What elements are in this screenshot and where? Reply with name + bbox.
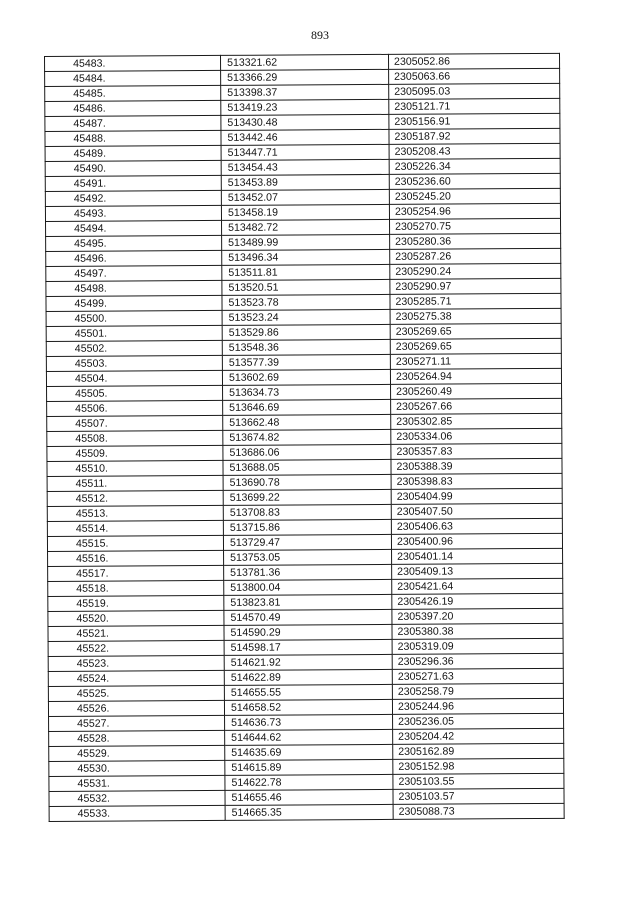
point-index-cell: 45525. [48,685,224,701]
y-coordinate-cell: 2305156.91 [389,113,560,129]
point-index-cell: 45530. [49,760,225,776]
x-coordinate-cell: 513366.29 [221,69,389,85]
y-coordinate-cell: 2305280.36 [390,233,561,249]
y-coordinate-cell: 2305319.09 [392,638,563,654]
y-coordinate-cell: 2305162.89 [393,743,564,759]
y-coordinate-cell: 2305271.63 [392,668,563,684]
y-coordinate-cell: 2305406.63 [391,518,562,534]
x-coordinate-cell: 513602.69 [222,369,390,385]
y-coordinate-cell: 2305063.66 [389,68,560,84]
x-coordinate-cell: 513529.86 [222,324,390,340]
x-coordinate-cell: 513523.24 [222,309,390,325]
x-coordinate-cell: 513489.99 [222,234,390,250]
y-coordinate-cell: 2305290.24 [390,263,561,279]
point-index-cell: 45488. [45,130,221,146]
y-coordinate-cell: 2305269.65 [390,323,561,339]
point-index-cell: 45519. [48,595,224,611]
y-coordinate-cell: 2305088.73 [393,803,564,819]
x-coordinate-cell: 514665.35 [225,804,393,820]
x-coordinate-cell: 513452.07 [221,189,389,205]
point-index-cell: 45514. [47,520,223,536]
x-coordinate-cell: 513800.04 [224,579,392,595]
y-coordinate-cell: 2305400.96 [391,533,562,549]
y-coordinate-cell: 2305236.60 [389,173,560,189]
y-coordinate-cell: 2305052.86 [388,53,559,69]
x-coordinate-cell: 513634.73 [223,384,391,400]
x-coordinate-cell: 513708.83 [223,504,391,520]
point-index-cell: 45493. [45,205,221,221]
x-coordinate-cell: 514655.55 [224,684,392,700]
y-coordinate-cell: 2305270.75 [390,218,561,234]
y-coordinate-cell: 2305287.26 [390,248,561,264]
y-coordinate-cell: 2305397.20 [392,608,563,624]
point-index-cell: 45495. [46,235,222,251]
point-index-cell: 45522. [48,640,224,656]
y-coordinate-cell: 2305204.42 [393,728,564,744]
x-coordinate-cell: 513699.22 [223,489,391,505]
x-coordinate-cell: 513419.23 [221,99,389,115]
x-coordinate-cell: 513715.86 [223,519,391,535]
point-index-cell: 45529. [49,745,225,761]
point-index-cell: 45524. [48,670,224,686]
point-index-cell: 45506. [47,400,223,416]
y-coordinate-cell: 2305267.66 [391,398,562,414]
y-coordinate-cell: 2305404.99 [391,488,562,504]
y-coordinate-cell: 2305302.85 [391,413,562,429]
x-coordinate-cell: 513753.05 [224,549,392,565]
point-index-cell: 45486. [45,100,221,116]
x-coordinate-cell: 514655.46 [225,789,393,805]
point-index-cell: 45497. [46,265,222,281]
table-row [49,803,564,821]
y-coordinate-cell: 2305187.92 [389,128,560,144]
point-index-cell: 45518. [48,580,224,596]
point-index-cell: 45489. [45,145,221,161]
x-coordinate-cell: 514615.89 [225,759,393,775]
y-coordinate-cell: 2305260.49 [391,383,562,399]
point-index-cell: 45507. [47,415,223,431]
x-coordinate-cell: 514635.69 [225,744,393,760]
coordinate-table [44,53,565,822]
y-coordinate-cell: 2305264.94 [390,368,561,384]
y-coordinate-cell: 2305388.39 [391,458,562,474]
y-coordinate-cell: 2305258.79 [392,683,563,699]
y-coordinate-cell: 2305421.64 [392,578,563,594]
x-coordinate-cell: 513823.81 [224,594,392,610]
point-index-cell: 45490. [45,160,221,176]
x-coordinate-cell: 513447.71 [221,144,389,160]
coordinate-table-body [45,53,565,821]
point-index-cell: 45520. [48,610,224,626]
x-coordinate-cell: 514590.29 [224,624,392,640]
point-index-cell: 45494. [46,220,222,236]
point-index-cell: 45513. [47,505,223,521]
x-coordinate-cell: 514622.89 [224,669,392,685]
y-coordinate-cell: 2305407.50 [391,503,562,519]
point-index-cell: 45498. [46,280,222,296]
y-coordinate-cell: 2305290.97 [390,278,561,294]
x-coordinate-cell: 513781.36 [224,564,392,580]
y-coordinate-cell: 2305103.57 [393,788,564,804]
coordinate-table-container [44,53,564,822]
y-coordinate-cell: 2305334.06 [391,428,562,444]
x-coordinate-cell: 513458.19 [221,204,389,220]
y-coordinate-cell: 2305269.65 [390,338,561,354]
point-index-cell: 45521. [48,625,224,641]
y-coordinate-cell: 2305208.43 [389,143,560,159]
x-coordinate-cell: 513729.47 [223,534,391,550]
point-index-cell: 45499. [46,295,222,311]
y-coordinate-cell: 2305271.11 [390,353,561,369]
point-index-cell: 45504. [46,370,222,386]
point-index-cell: 45485. [45,85,221,101]
x-coordinate-cell: 513523.78 [222,294,390,310]
y-coordinate-cell: 2305095.03 [389,83,560,99]
x-coordinate-cell: 513453.89 [221,174,389,190]
y-coordinate-cell: 2305226.34 [389,158,560,174]
y-coordinate-cell: 2305380.38 [392,623,563,639]
point-index-cell: 45527. [49,715,225,731]
x-coordinate-cell: 514598.17 [224,639,392,655]
x-coordinate-cell: 513686.06 [223,444,391,460]
y-coordinate-cell: 2305357.83 [391,443,562,459]
y-coordinate-cell: 2305275.38 [390,308,561,324]
x-coordinate-cell: 513398.37 [221,84,389,100]
x-coordinate-cell: 514621.92 [224,654,392,670]
point-index-cell: 45515. [47,535,223,551]
y-coordinate-cell: 2305254.96 [389,203,560,219]
y-coordinate-cell: 2305121.71 [389,98,560,114]
y-coordinate-cell: 2305245.20 [389,188,560,204]
point-index-cell: 45533. [49,805,225,821]
point-index-cell: 45511. [47,475,223,491]
point-index-cell: 45532. [49,790,225,806]
x-coordinate-cell: 513690.78 [223,474,391,490]
y-coordinate-cell: 2305236.05 [393,713,564,729]
x-coordinate-cell: 513442.46 [221,129,389,145]
point-index-cell: 45500. [46,310,222,326]
x-coordinate-cell: 514622.78 [225,774,393,790]
point-index-cell: 45517. [48,565,224,581]
x-coordinate-cell: 514636.73 [225,714,393,730]
point-index-cell: 45483. [45,55,221,71]
point-index-cell: 45528. [49,730,225,746]
point-index-cell: 45509. [47,445,223,461]
x-coordinate-cell: 513577.39 [222,354,390,370]
x-coordinate-cell: 513454.43 [221,159,389,175]
x-coordinate-cell: 514658.52 [224,699,392,715]
point-index-cell: 45502. [46,340,222,356]
point-index-cell: 45512. [47,490,223,506]
x-coordinate-cell: 513688.05 [223,459,391,475]
x-coordinate-cell: 514644.62 [225,729,393,745]
point-index-cell: 45531. [49,775,225,791]
point-index-cell: 45526. [48,700,224,716]
y-coordinate-cell: 2305401.14 [392,548,563,564]
point-index-cell: 45496. [46,250,222,266]
point-index-cell: 45484. [45,70,221,86]
point-index-cell: 45508. [47,430,223,446]
point-index-cell: 45491. [45,175,221,191]
point-index-cell: 45505. [47,385,223,401]
x-coordinate-cell: 513321.62 [220,54,388,70]
point-index-cell: 45510. [47,460,223,476]
point-index-cell: 45492. [45,190,221,206]
y-coordinate-cell: 2305296.36 [392,653,563,669]
y-coordinate-cell: 2305398.83 [391,473,562,489]
point-index-cell: 45487. [45,115,221,131]
x-coordinate-cell: 513674.82 [223,429,391,445]
point-index-cell: 45523. [48,655,224,671]
point-index-cell: 45503. [46,355,222,371]
x-coordinate-cell: 513548.36 [222,339,390,355]
y-coordinate-cell: 2305244.96 [392,698,563,714]
x-coordinate-cell: 513662.48 [223,414,391,430]
page-number: 893 [311,28,329,42]
y-coordinate-cell: 2305103.55 [393,773,564,789]
y-coordinate-cell: 2305426.19 [392,593,563,609]
y-coordinate-cell: 2305152.98 [393,758,564,774]
x-coordinate-cell: 513496.34 [222,249,390,265]
x-coordinate-cell: 513430.48 [221,114,389,130]
point-index-cell: 45501. [46,325,222,341]
x-coordinate-cell: 514570.49 [224,609,392,625]
x-coordinate-cell: 513511.81 [222,264,390,280]
x-coordinate-cell: 513646.69 [223,399,391,415]
y-coordinate-cell: 2305409.13 [392,563,563,579]
point-index-cell: 45516. [48,550,224,566]
y-coordinate-cell: 2305285.71 [390,293,561,309]
x-coordinate-cell: 513482.72 [222,219,390,235]
x-coordinate-cell: 513520.51 [222,279,390,295]
